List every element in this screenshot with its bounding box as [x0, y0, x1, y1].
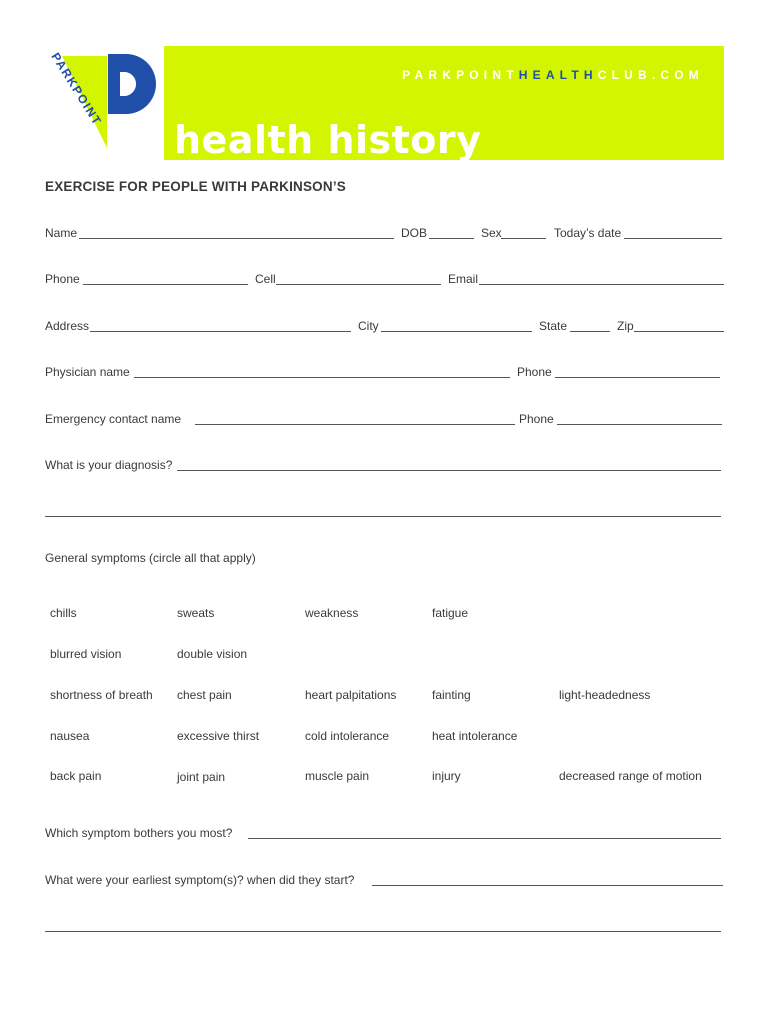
symptom-option[interactable]: double vision: [177, 647, 248, 661]
url-part-club: CLUB.COM: [597, 68, 704, 82]
state-label: State: [539, 319, 568, 333]
symptoms-heading: General symptoms (circle all that apply): [45, 551, 256, 565]
phone-label: Phone: [45, 272, 80, 286]
symptom-option[interactable]: heat intolerance: [432, 729, 518, 743]
emergency-contact-field[interactable]: [195, 424, 515, 425]
sex-label: Sex: [481, 226, 502, 240]
city-field[interactable]: [381, 331, 532, 332]
symptom-option[interactable]: decreased range of motion: [559, 769, 702, 783]
city-label: City: [358, 319, 379, 333]
diagnosis-field-line-2[interactable]: [45, 516, 721, 517]
symptom-option[interactable]: excessive thirst: [177, 729, 260, 743]
most-bothersome-symptom-label: Which symptom bothers you most?: [45, 826, 233, 840]
form-subtitle: EXERCISE FOR PEOPLE WITH PARKINSON’S: [45, 179, 346, 194]
header-banner: [164, 46, 724, 160]
url-part-parkpoint: PARKPOINT: [402, 68, 519, 82]
symptom-option[interactable]: light-headedness: [559, 688, 651, 702]
url-part-health: HEALTH: [518, 68, 598, 82]
symptom-option[interactable]: fainting: [432, 688, 471, 702]
dob-field[interactable]: [429, 238, 474, 239]
dob-label: DOB: [401, 226, 428, 240]
todays-date-label: Today’s date: [554, 226, 622, 240]
physician-phone-field[interactable]: [555, 377, 720, 378]
state-field[interactable]: [570, 331, 610, 332]
symptom-option[interactable]: weakness: [305, 606, 359, 620]
diagnosis-label: What is your diagnosis?: [45, 458, 173, 472]
emergency-contact-label: Emergency contact name: [45, 412, 182, 426]
physician-name-label: Physician name: [45, 365, 130, 379]
emergency-phone-field[interactable]: [557, 424, 722, 425]
symptom-option[interactable]: blurred vision: [50, 647, 122, 661]
svg-text:PARKPOINT: PARKPOINT: [48, 50, 105, 129]
name-label: Name: [45, 226, 78, 240]
symptom-option[interactable]: muscle pain: [305, 769, 370, 783]
earliest-symptoms-field[interactable]: [372, 885, 723, 886]
symptom-option[interactable]: joint pain: [177, 770, 226, 784]
zip-field[interactable]: [634, 331, 724, 332]
website-url: [402, 68, 704, 82]
email-field[interactable]: [479, 284, 724, 285]
symptom-option[interactable]: chills: [50, 606, 77, 620]
physician-phone-label: Phone: [517, 365, 552, 379]
name-field[interactable]: [79, 238, 394, 239]
address-label: Address: [45, 319, 90, 333]
symptom-option[interactable]: fatigue: [432, 606, 469, 620]
phone-field[interactable]: [83, 284, 248, 285]
earliest-symptoms-label: What were your earliest symptom(s)? when did they start?: [45, 873, 355, 887]
todays-date-field[interactable]: [624, 238, 722, 239]
symptom-option[interactable]: back pain: [50, 769, 102, 783]
emergency-phone-label: Phone: [519, 412, 554, 426]
most-bothersome-symptom-field[interactable]: [248, 838, 721, 839]
zip-label: Zip: [617, 319, 634, 333]
address-field[interactable]: [90, 331, 351, 332]
page-title: health history: [174, 118, 482, 162]
earliest-symptoms-field-line-2[interactable]: [45, 931, 721, 932]
sex-field[interactable]: [501, 238, 546, 239]
symptom-option[interactable]: cold intolerance: [305, 729, 390, 743]
diagnosis-field[interactable]: [177, 470, 721, 471]
symptom-option[interactable]: sweats: [177, 606, 215, 620]
physician-name-field[interactable]: [134, 377, 510, 378]
symptom-option[interactable]: chest pain: [177, 688, 232, 702]
email-label: Email: [448, 272, 479, 286]
symptom-option[interactable]: nausea: [50, 729, 90, 743]
symptom-option[interactable]: injury: [432, 769, 461, 783]
symptom-option[interactable]: shortness of breath: [50, 688, 153, 702]
symptom-option[interactable]: heart palpitations: [305, 688, 397, 702]
parkpoint-logo: [42, 48, 162, 160]
cell-label: Cell: [255, 272, 276, 286]
cell-field[interactable]: [276, 284, 441, 285]
